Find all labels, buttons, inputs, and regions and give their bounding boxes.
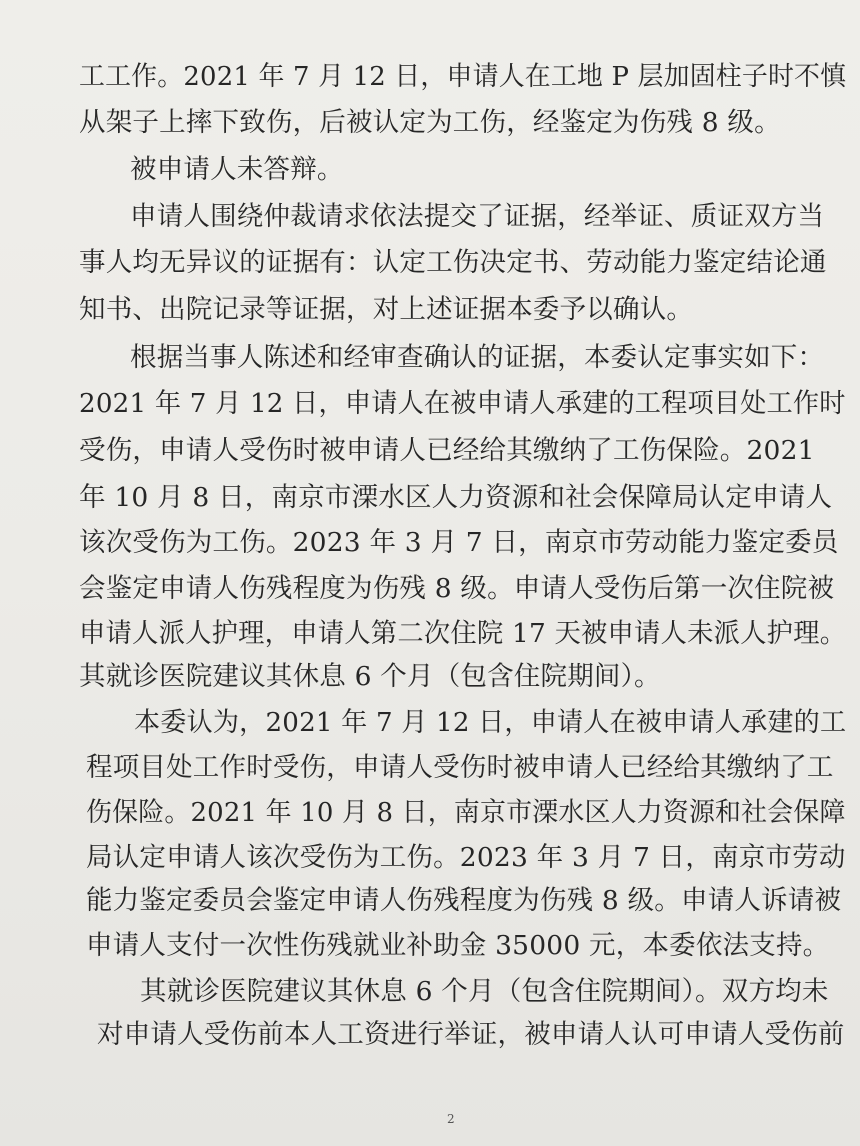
text-line: 会鉴定申请人伤残程度为伤残 8 级。申请人受伤后第一次住院被 [79, 573, 835, 604]
text-line: 2021 年 7 月 12 日，申请人在被申请人承建的工程项目处工作时 [79, 388, 846, 419]
text-line: 本委认为，2021 年 7 月 12 日，申请人在被申请人承建的工 [134, 707, 847, 738]
text-line: 事人均无异议的证据有：认定工伤决定书、劳动能力鉴定结论通 [79, 247, 827, 278]
text-line: 该次受伤为工伤。2023 年 3 月 7 日，南京市劳动能力鉴定委员 [79, 527, 839, 558]
text-line: 年 10 月 8 日，南京市溧水区人力资源和社会保障局认定申请人 [79, 482, 833, 513]
text-line: 伤保险。2021 年 10 月 8 日，南京市溧水区人力资源和社会保障 [86, 797, 846, 828]
text-line: 其就诊医院建议其休息 6 个月（包含住院期间）。 [79, 661, 661, 692]
text-line: 申请人围绕仲裁请求依法提交了证据，经举证、质证双方当 [130, 201, 825, 232]
text-line: 局认定申请人该次受伤为工伤。2023 年 3 月 7 日，南京市劳动 [86, 842, 846, 873]
text-line: 工工作。2021 年 7 月 12 日，申请人在工地 P 层加固柱子时不慎 [79, 61, 847, 92]
text-line: 被申请人未答辩。 [130, 154, 344, 185]
text-line: 程项目处工作时受伤，申请人受伤时被申请人已经给其缴纳了工 [86, 752, 834, 783]
text-line: 从架子上摔下致伤，后被认定为工伤，经鉴定为伤残 8 级。 [79, 107, 781, 138]
text-line: 能力鉴定委员会鉴定申请人伤残程度为伤残 8 级。申请人诉请被 [86, 885, 842, 916]
text-line: 受伤，申请人受伤时被申请人已经给其缴纳了工伤保险。2021 [79, 435, 815, 466]
text-line: 申请人派人护理，申请人第二次住院 17 天被申请人未派人护理。 [79, 618, 847, 649]
text-line: 知书、出院记录等证据，对上述证据本委予以确认。 [79, 294, 694, 325]
text-line: 根据当事人陈述和经审查确认的证据，本委认定事实如下： [130, 342, 825, 373]
text-line: 对申请人受伤前本人工资进行举证，被申请人认可申请人受伤前 [97, 1019, 845, 1050]
text-line: 其就诊医院建议其休息 6 个月（包含住院期间）。双方均未 [140, 976, 829, 1007]
text-line: 申请人支付一次性伤残就业补助金 35000 元，本委依法支持。 [86, 930, 830, 961]
page-number: 2 [447, 1112, 455, 1126]
